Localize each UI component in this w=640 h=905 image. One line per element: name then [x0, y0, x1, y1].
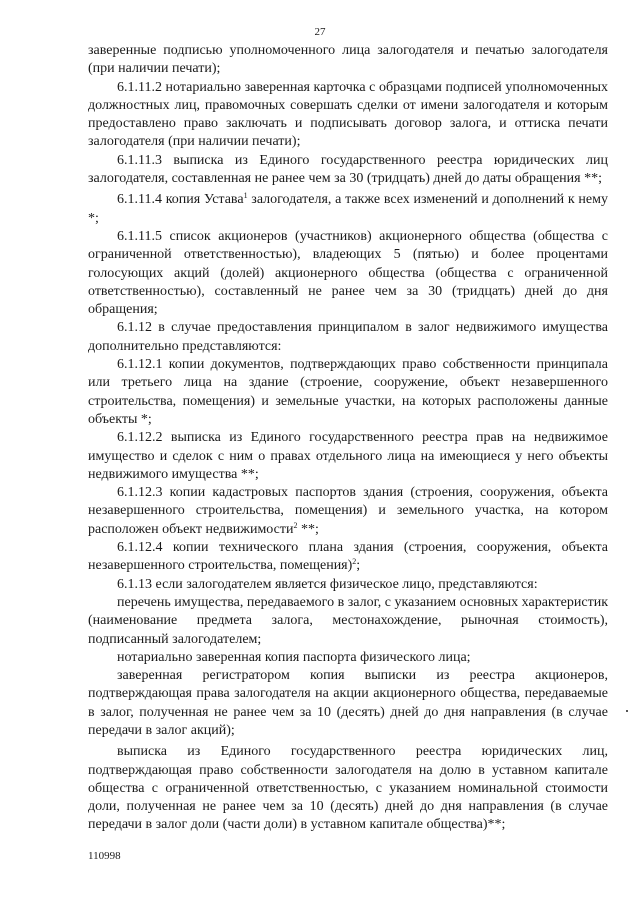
paragraph-6-1-12-3-rest: **; [297, 521, 319, 537]
paragraph-6-1-12-4-text: 6.1.12.4 копии технического плана здания (строения, сооружения, объекта незавершенного строительства, помещения) [88, 540, 608, 574]
paragraph-6-1-12-3 [88, 484, 608, 539]
paragraph-6-1-12-4 [88, 539, 608, 576]
list-item-shares: заверенная регистратором копия выписки из реестра акционеров, подтверждающая права залогодателя на акции акционерного общества, передаваемые в залог, полученная не ранее чем за 10 (десять) дней до дня направления (в случае передачи в залог акций); [88, 668, 608, 738]
document-body [88, 42, 608, 835]
paragraph-6-1-12-3-text: 6.1.12.3 копии кадастровых паспортов здания (строения, сооружения, объекта незавершенного строительства, помещения) и земельного участка, на котором расположен объект недвижимости [88, 485, 608, 537]
footnote-mark-1: 1 [243, 191, 248, 201]
paragraph-6-1-11-3: 6.1.11.3 выписка из Единого государственного реестра юридических лиц залогодателя, составленная не ранее чем за 30 (тридцать) дней до даты обращения **; [88, 152, 608, 187]
footnote-mark-2: 2 [293, 520, 298, 530]
paragraph-6-1-12: 6.1.12 в случае предоставления принципалом в залог недвижимого имущества дополнительно представляются: [88, 320, 608, 354]
paragraph-6-1-11-4-text: 6.1.11.4 копия Устава [117, 192, 244, 208]
list-item-passport: нотариально заверенная копия паспорта физического лица; [117, 649, 471, 665]
paragraph-6-1-13: 6.1.13 если залогодателем является физическое лицо, представляются: [117, 576, 538, 592]
paragraph-6-1-11-4 [88, 191, 608, 228]
page-number: 27 [314, 26, 326, 38]
footnote-mark-2b: 2 [352, 557, 357, 567]
paragraph-6-1-11-5: 6.1.11.5 список акционеров (участников) акционерного общества (общества с ограниченной ответственностью), владеющих 5 (пятью) и более процентами голосующих акций (долей) акционерного общества (общества с ограниченной ответственностью), составленный не ранее чем за 30 (тридцать) дней до дня обращения; [88, 228, 608, 318]
paragraph-6-1-12-2: 6.1.12.2 выписка из Единого государственного реестра прав на недвижимое имущество и сделок с ним о правах отдельного лица на имеющиеся у него объекты недвижимого имущества **; [88, 430, 608, 482]
paragraph-6-1-12-1: 6.1.12.1 копии документов, подтверждающих право собственности принципала или третьего лица на здание (строение, сооружение, объект незавершенного строительства, помещения) и земельные участки, на которых расположены данные объекты *; [88, 357, 608, 427]
list-item-egrul: выписка из Единого государственного реестра юридических лиц, подтверждающая право собственности залогодателя на долю в уставном капитале общества с ограниченной ответственностью, с указанием номинальной стоимости доли, полученная не ранее чем за 10 (десять) дней до дня направления (в случае передачи в залог доли (части доли) в уставном капитале общества)**; [88, 744, 608, 833]
paragraph-6-1-11-2: 6.1.11.2 нотариально заверенная карточка с образцами подписей уполномоченных должностных лиц, правомочных совершать сделки от имени залогодателя и которым предоставлено право заключать и подписывать договор залога, и оттиска печати залогодателя (при наличии печати); [88, 79, 608, 150]
scan-speck [626, 710, 628, 712]
paragraph-continuation: заверенные подписью уполномоченного лица залогодателя и печатью залогодателя (при наличии печати); [88, 43, 608, 77]
paragraph-6-1-12-4-rest: ; [356, 558, 361, 574]
paragraph-6-1-11-4-rest: залогодателя, а также всех изменений и дополнений к нему *; [88, 192, 608, 226]
list-item-property: перечень имущества, передаваемого в залог, с указанием основных характеристик (наименование предмета залога, местонахождение, рыночная стоимость), подписанный залогодателем; [88, 594, 608, 647]
footer-code: 110998 [88, 850, 121, 862]
